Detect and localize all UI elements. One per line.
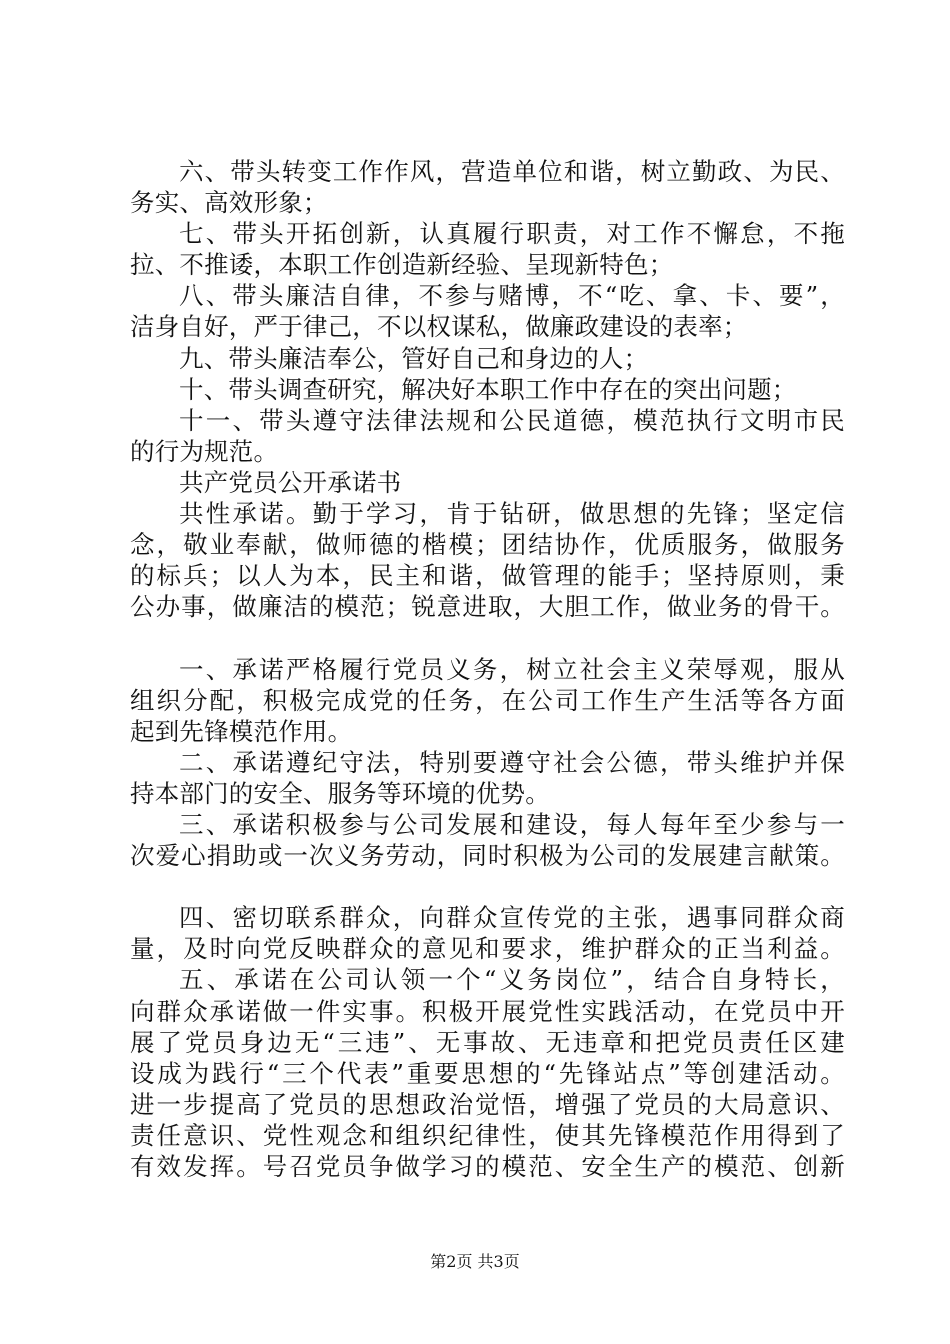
blank-line	[130, 871, 845, 902]
text-line: 的标兵；以人为本，民主和谐，做管理的能手；坚持原则，秉	[130, 561, 845, 591]
text-line: 展了党员身边无“三违”、无事故、无违章和把党员责任区建	[130, 1027, 845, 1057]
text-line: 一、承诺严格履行党员义务，树立社会主义荣辱观，服从	[179, 654, 845, 684]
text-line: 八、带头廉洁自律，不参与赌博，不“吃、拿、卡、要”，	[179, 281, 845, 311]
text-line: 九、带头廉洁奉公，管好自己和身边的人；	[179, 343, 649, 373]
text-line: 进一步提高了党员的思想政治觉悟，增强了党员的大局意识、	[130, 1089, 845, 1119]
text-line: 务实、高效形象；	[130, 188, 328, 218]
text-line: 洁身自好，严于律己，不以权谋私，做廉政建设的表率；	[130, 312, 748, 342]
page-footer: 第2页 共3页	[430, 1252, 520, 1271]
text-line: 三、承诺积极参与公司发展和建设，每人每年至少参与一	[179, 809, 845, 839]
text-line: 二、承诺遵纪守法，特别要遵守社会公德，带头维护并保	[179, 747, 845, 777]
text-line: 次爱心捐助或一次义务劳动，同时积极为公司的发展建言献策。	[130, 841, 845, 871]
text-line: 组织分配，积极完成党的任务，在公司工作生产生活等各方面	[130, 685, 845, 715]
text-line: 七、带头开拓创新，认真履行职责，对工作不懈怠，不拖	[179, 219, 845, 249]
text-line: 拉、不推诿，本职工作创造新经验、呈现新特色；	[130, 250, 674, 280]
text-line: 五、承诺在公司认领一个“义务岗位”，结合自身特长，	[179, 965, 845, 995]
text-line: 设成为践行“三个代表”重要思想的“先锋站点”等创建活动。	[130, 1058, 845, 1088]
text-line: 量，及时向党反映群众的意见和要求，维护群众的正当利益。	[130, 934, 845, 964]
text-line: 十一、带头遵守法律法规和公民道德，模范执行文明市民	[179, 405, 845, 435]
text-line: 四、密切联系群众，向群众宣传党的主张，遇事同群众商	[179, 903, 845, 933]
text-line: 有效发挥。号召党员争做学习的模范、安全生产的模范、创新	[130, 1152, 845, 1181]
text-line: 十、带头调查研究，解决好本职工作中存在的突出问题；	[179, 374, 797, 404]
document-body	[130, 156, 845, 1182]
text-line: 责任意识、党性观念和组织纪律性，使其先锋模范作用得到了	[130, 1120, 845, 1150]
text-line: 向群众承诺做一件实事。积极开展党性实践活动，在党员中开	[130, 996, 845, 1026]
blank-line	[130, 622, 845, 653]
text-line: 持本部门的安全、服务等环境的优势。	[130, 778, 550, 808]
text-line: 六、带头转变工作作风，营造单位和谐，树立勤政、为民、	[179, 157, 845, 186]
text-line: 念，敬业奉献，做师德的楷模；团结协作，优质服务，做服务	[130, 530, 845, 560]
text-line: 起到先锋模范作用。	[130, 716, 353, 746]
text-line: 共性承诺。勤于学习，肯于钻研，做思想的先锋；坚定信	[179, 499, 845, 529]
text-line: 的行为规范。	[130, 436, 279, 466]
text-line: 公办事，做廉洁的模范；锐意进取，大胆工作，做业务的骨干。	[130, 592, 845, 622]
text-line: 共产党员公开承诺书	[179, 467, 402, 497]
